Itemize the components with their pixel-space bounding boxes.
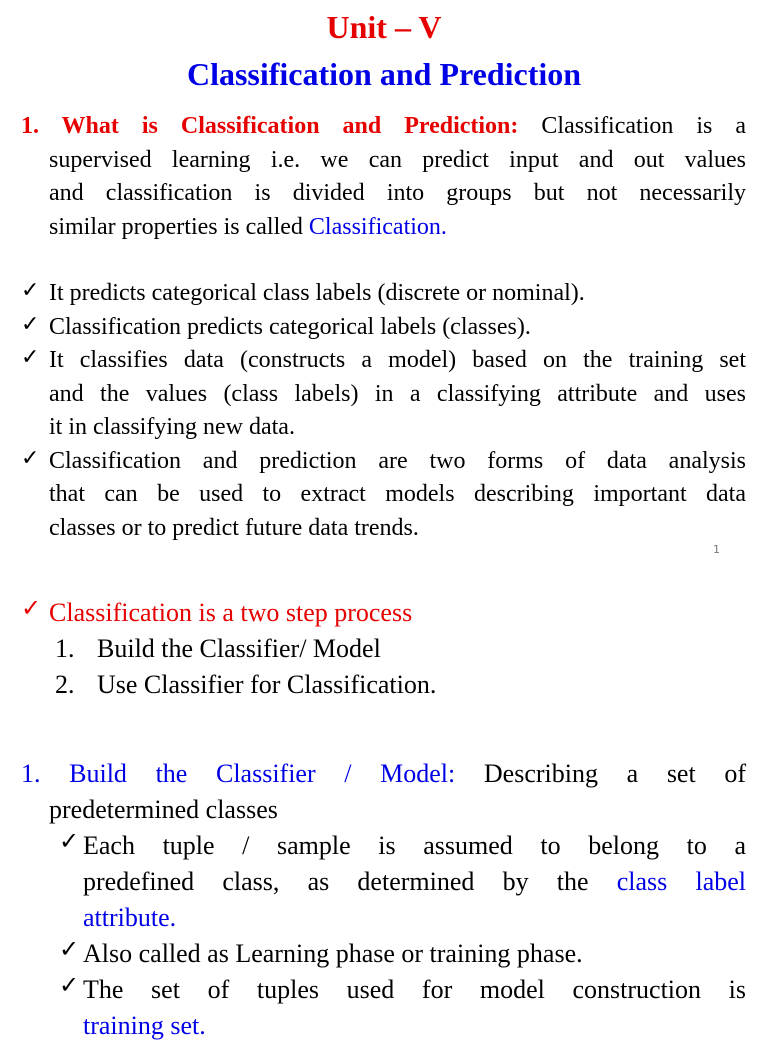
- bullet-line: that can be used to extract models describing important data: [49, 481, 746, 507]
- bullet-line: it in classifying new data.: [49, 414, 295, 440]
- section-1-text-0: Classification is a: [541, 113, 746, 139]
- build-subitem: [21, 972, 746, 1044]
- section-1-first-line: [21, 110, 746, 144]
- step-text: Build the Classifier/ Model: [97, 634, 381, 663]
- process-section: [21, 595, 746, 703]
- build-text: Describing a set of: [483, 759, 746, 788]
- process-step: [21, 631, 746, 667]
- section-1-heading: 1. What is Classification and Prediction:: [21, 113, 519, 139]
- build-section: [21, 756, 746, 1044]
- build-subitem: [21, 828, 746, 936]
- process-step: [21, 667, 746, 703]
- page-title: Classification and Prediction: [186, 56, 582, 92]
- bullet-list: [21, 277, 746, 545]
- unit-title: Unit – V: [326, 9, 442, 45]
- attribute-term: attribute.: [83, 903, 177, 932]
- process-heading-row: [21, 595, 746, 631]
- subitem-line: Each tuple / sample is assumed to belong to a: [83, 831, 746, 860]
- step-number: 2.: [55, 670, 75, 699]
- check-icon: ✓: [21, 277, 40, 302]
- check-icon: ✓: [21, 444, 40, 470]
- bullet-line: and the values (class labels) in a classifying attribute and uses: [49, 380, 746, 407]
- subitem-line: The set of tuples used for model construction is: [83, 975, 746, 1004]
- check-icon: ✓: [21, 310, 40, 336]
- build-line-2: predetermined classes: [49, 795, 278, 824]
- subitem-text: predefined class, as determined by the: [83, 867, 589, 896]
- check-icon: ✓: [21, 344, 40, 369]
- class-label-term: class label: [616, 867, 746, 896]
- build-first-line: [21, 756, 746, 792]
- subitem-line: [83, 864, 746, 900]
- classification-term: Classification.: [308, 213, 447, 240]
- section-1-text-3: similar properties is called: [49, 213, 303, 240]
- check-icon: ✓: [59, 973, 80, 999]
- check-icon: ✓: [21, 596, 42, 622]
- page-number: 1: [713, 543, 720, 556]
- bullet-item: [21, 344, 746, 445]
- build-heading: 1. Build the Classifier / Model:: [21, 759, 456, 788]
- section-1-text-1: supervised learning i.e. we can predict input and out values: [49, 146, 746, 173]
- step-number: 1.: [55, 634, 75, 663]
- bullet-line: It classifies data (constructs a model) based on the training set: [49, 347, 746, 373]
- bullet-item: [21, 311, 746, 345]
- section-1-text-2: and classification is divided into groups but not necessarily: [49, 180, 746, 206]
- step-text: Use Classifier for Classification.: [97, 670, 437, 699]
- subitem-line: Also called as Learning phase or training phase.: [83, 939, 583, 968]
- section-1-last-line: [49, 211, 746, 245]
- build-subitem: [21, 936, 746, 972]
- bullet-item: [21, 445, 746, 546]
- training-set-term: training set.: [83, 1011, 206, 1040]
- section-1-intro: [21, 110, 746, 244]
- bullet-item: [21, 277, 746, 311]
- process-heading: Classification is a two step process: [49, 598, 413, 627]
- check-icon: ✓: [59, 829, 80, 855]
- check-icon: ✓: [59, 937, 80, 963]
- bullet-line: It predicts categorical class labels (discrete or nominal).: [49, 280, 585, 306]
- bullet-line: Classification predicts categorical labels (classes).: [49, 313, 531, 340]
- bullet-line: classes or to predict future data trends.: [49, 514, 419, 541]
- bullet-line: Classification and prediction are two forms of data analysis: [49, 447, 746, 474]
